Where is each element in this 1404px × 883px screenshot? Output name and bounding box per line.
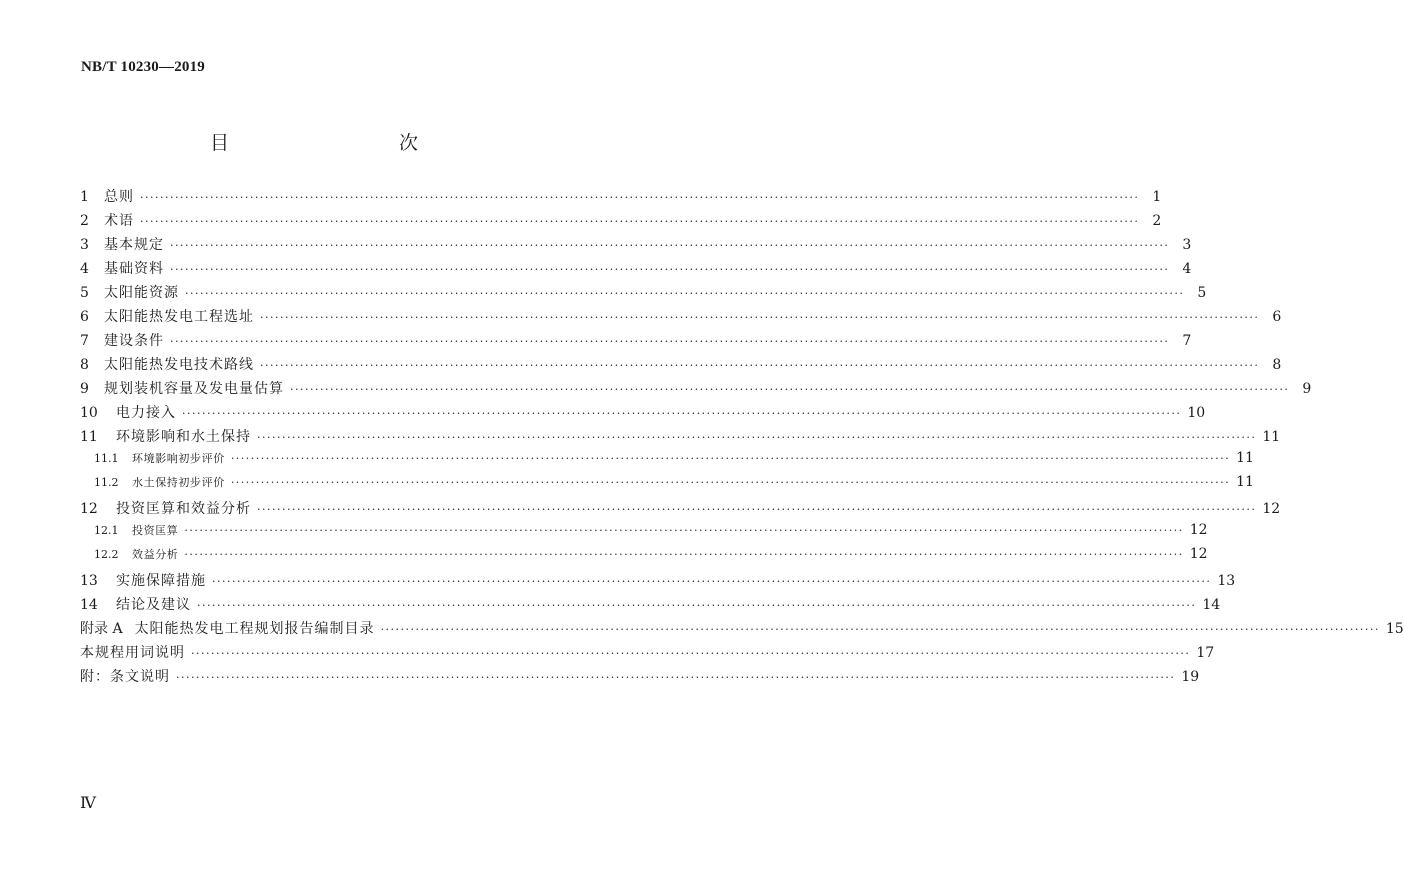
toc-leader-dots: ········································································································································································································ xyxy=(185,287,1185,300)
toc-entry[interactable] xyxy=(80,426,1281,450)
toc-entry-page: 7 xyxy=(1182,333,1192,349)
toc-entry-page: 3 xyxy=(1182,237,1192,253)
toc-leader-dots: ········································································································································································································ xyxy=(257,431,1257,444)
toc-entry-number: 5 xyxy=(80,285,89,301)
toc-entry-label: 投资匡算 xyxy=(132,524,179,537)
toc-entry[interactable] xyxy=(80,474,1254,498)
toc-leader-dots: ········································································································································································································ xyxy=(212,575,1212,588)
toc-leader-dots: ········································································································································································································ xyxy=(197,599,1197,612)
toc-entry-page: 15 xyxy=(1385,621,1404,637)
toc-entry-number: 12.1 xyxy=(94,524,119,537)
page-number: Ⅳ xyxy=(80,793,96,812)
toc-entry-page: 12 xyxy=(1189,522,1208,538)
toc-entry-page: 8 xyxy=(1272,357,1282,373)
toc-entry-number: 11 xyxy=(80,429,98,445)
toc-entry-number: 1 xyxy=(80,189,89,205)
standard-code: NB/T 10230—2019 xyxy=(81,59,205,75)
toc-entry-label: 太阳能热发电技术路线 xyxy=(104,357,254,373)
toc-entry-label: 附：条文说明 xyxy=(80,669,170,685)
toc-entry[interactable] xyxy=(80,258,1192,282)
toc-title: 目 次 xyxy=(209,132,462,154)
toc-entry-number: 11.1 xyxy=(94,452,119,465)
toc-entry-label: 术语 xyxy=(104,213,134,229)
toc-entry-page: 11 xyxy=(1262,429,1281,445)
toc-entry-number: 10 xyxy=(80,405,98,421)
toc-entry[interactable] xyxy=(80,522,1208,546)
toc-entry-number: 12 xyxy=(80,501,98,517)
toc-entry-number: 11.2 xyxy=(94,476,119,489)
toc-leader-dots: ········································································································································································································ xyxy=(182,407,1182,420)
toc-leader-dots: ········································································································································································································ xyxy=(260,359,1260,372)
toc-entry-page: 2 xyxy=(1152,213,1162,229)
toc-entry-page: 17 xyxy=(1196,645,1215,661)
toc-entry-number: 8 xyxy=(80,357,89,373)
toc-entry-label: 电力接入 xyxy=(116,405,176,421)
toc-entry-label: 太阳能热发电工程选址 xyxy=(104,309,254,325)
toc-entry-number: 7 xyxy=(80,333,89,349)
toc-entry-page: 12 xyxy=(1262,501,1281,517)
toc-leader-dots: ········································································································································································································ xyxy=(184,548,1184,561)
toc-leader-dots: ········································································································································································································ xyxy=(170,263,1170,276)
toc-leader-dots: ········································································································································································································ xyxy=(170,335,1170,348)
toc-leader-dots: ········································································································································································································ xyxy=(170,239,1170,252)
toc-entry-label: 基础资料 xyxy=(104,261,164,277)
toc-entry-page: 5 xyxy=(1197,285,1207,301)
toc-entry[interactable] xyxy=(80,330,1192,354)
toc-entry[interactable] xyxy=(80,282,1207,306)
toc-entry-label: 太阳能资源 xyxy=(104,285,179,301)
toc-entry-page: 9 xyxy=(1302,381,1312,397)
toc-entry[interactable] xyxy=(80,450,1254,474)
toc-leader-dots: ········································································································································································································ xyxy=(140,215,1140,228)
toc-entry-page: 12 xyxy=(1189,546,1208,562)
toc-entry-page: 4 xyxy=(1182,261,1192,277)
toc-leader-dots: ········································································································································································································ xyxy=(257,503,1257,516)
toc-entry-number: 3 xyxy=(80,237,89,253)
toc-entry[interactable] xyxy=(80,546,1208,570)
toc-entry-label: 环境影响和水土保持 xyxy=(116,429,251,445)
toc-entry[interactable] xyxy=(80,306,1282,330)
toc-entry-page: 19 xyxy=(1181,669,1200,685)
toc-entry-label: 建设条件 xyxy=(104,333,164,349)
toc-entry-number: 13 xyxy=(80,573,98,589)
toc-leader-dots: ········································································································································································································ xyxy=(290,383,1290,396)
toc-entry-number: 2 xyxy=(80,213,89,229)
toc-entry[interactable] xyxy=(80,618,1404,642)
toc-entry-label: 投资匡算和效益分析 xyxy=(116,501,251,517)
toc-entry-number: 14 xyxy=(80,597,98,613)
toc-entry-number: 附录 A xyxy=(80,621,123,637)
toc-entry[interactable] xyxy=(80,402,1206,426)
toc-entry-number: 9 xyxy=(80,381,89,397)
toc-entry-label: 水土保持初步评价 xyxy=(132,476,225,489)
toc-entry[interactable] xyxy=(80,666,1200,690)
toc-entry-label: 太阳能热发电工程规划报告编制目录 xyxy=(134,621,375,637)
toc-entry-page: 1 xyxy=(1152,189,1162,205)
toc-entry-page: 13 xyxy=(1217,573,1236,589)
toc-leader-dots: ········································································································································································································ xyxy=(140,191,1140,204)
toc-entry[interactable] xyxy=(80,186,1162,210)
toc-entry[interactable] xyxy=(80,210,1162,234)
toc-leader-dots: ········································································································································································································ xyxy=(230,476,1231,489)
toc-entry[interactable] xyxy=(80,234,1192,258)
toc-entry-page: 14 xyxy=(1202,597,1221,613)
toc-entry[interactable] xyxy=(80,354,1282,378)
toc-entry[interactable] xyxy=(80,378,1312,402)
toc-entry[interactable] xyxy=(80,642,1215,666)
toc-entry-label: 规划装机容量及发电量估算 xyxy=(104,381,284,397)
toc-leader-dots: ········································································································································································································ xyxy=(260,311,1260,324)
toc-entry-page: 11 xyxy=(1236,450,1254,466)
toc-leader-dots: ········································································································································································································ xyxy=(176,671,1176,684)
toc-entry-page: 10 xyxy=(1187,405,1206,421)
toc-entry-label: 环境影响初步评价 xyxy=(132,452,225,465)
toc-entry-label: 实施保障措施 xyxy=(116,573,206,589)
toc-leader-dots: ········································································································································································································ xyxy=(380,623,1380,636)
toc-entry-number: 6 xyxy=(80,309,89,325)
toc-entry-number: 12.2 xyxy=(94,548,119,561)
toc-entry[interactable] xyxy=(80,594,1221,618)
toc-leader-dots: ········································································································································································································ xyxy=(230,452,1231,465)
toc-entry[interactable] xyxy=(80,498,1281,522)
toc-entry-label: 效益分析 xyxy=(132,548,179,561)
toc-entry-page: 6 xyxy=(1272,309,1282,325)
toc-entry-number: 4 xyxy=(80,261,89,277)
toc-leader-dots: ········································································································································································································ xyxy=(184,524,1184,537)
toc-entry-label: 本规程用词说明 xyxy=(80,645,185,661)
toc-entry-label: 结论及建议 xyxy=(116,597,191,613)
toc-entry[interactable] xyxy=(80,570,1236,594)
table-of-contents xyxy=(80,186,1404,690)
toc-entry-page: 11 xyxy=(1236,474,1254,490)
toc-leader-dots: ········································································································································································································ xyxy=(191,647,1191,660)
toc-entry-label: 总则 xyxy=(104,189,134,205)
toc-entry-label: 基本规定 xyxy=(104,237,164,253)
